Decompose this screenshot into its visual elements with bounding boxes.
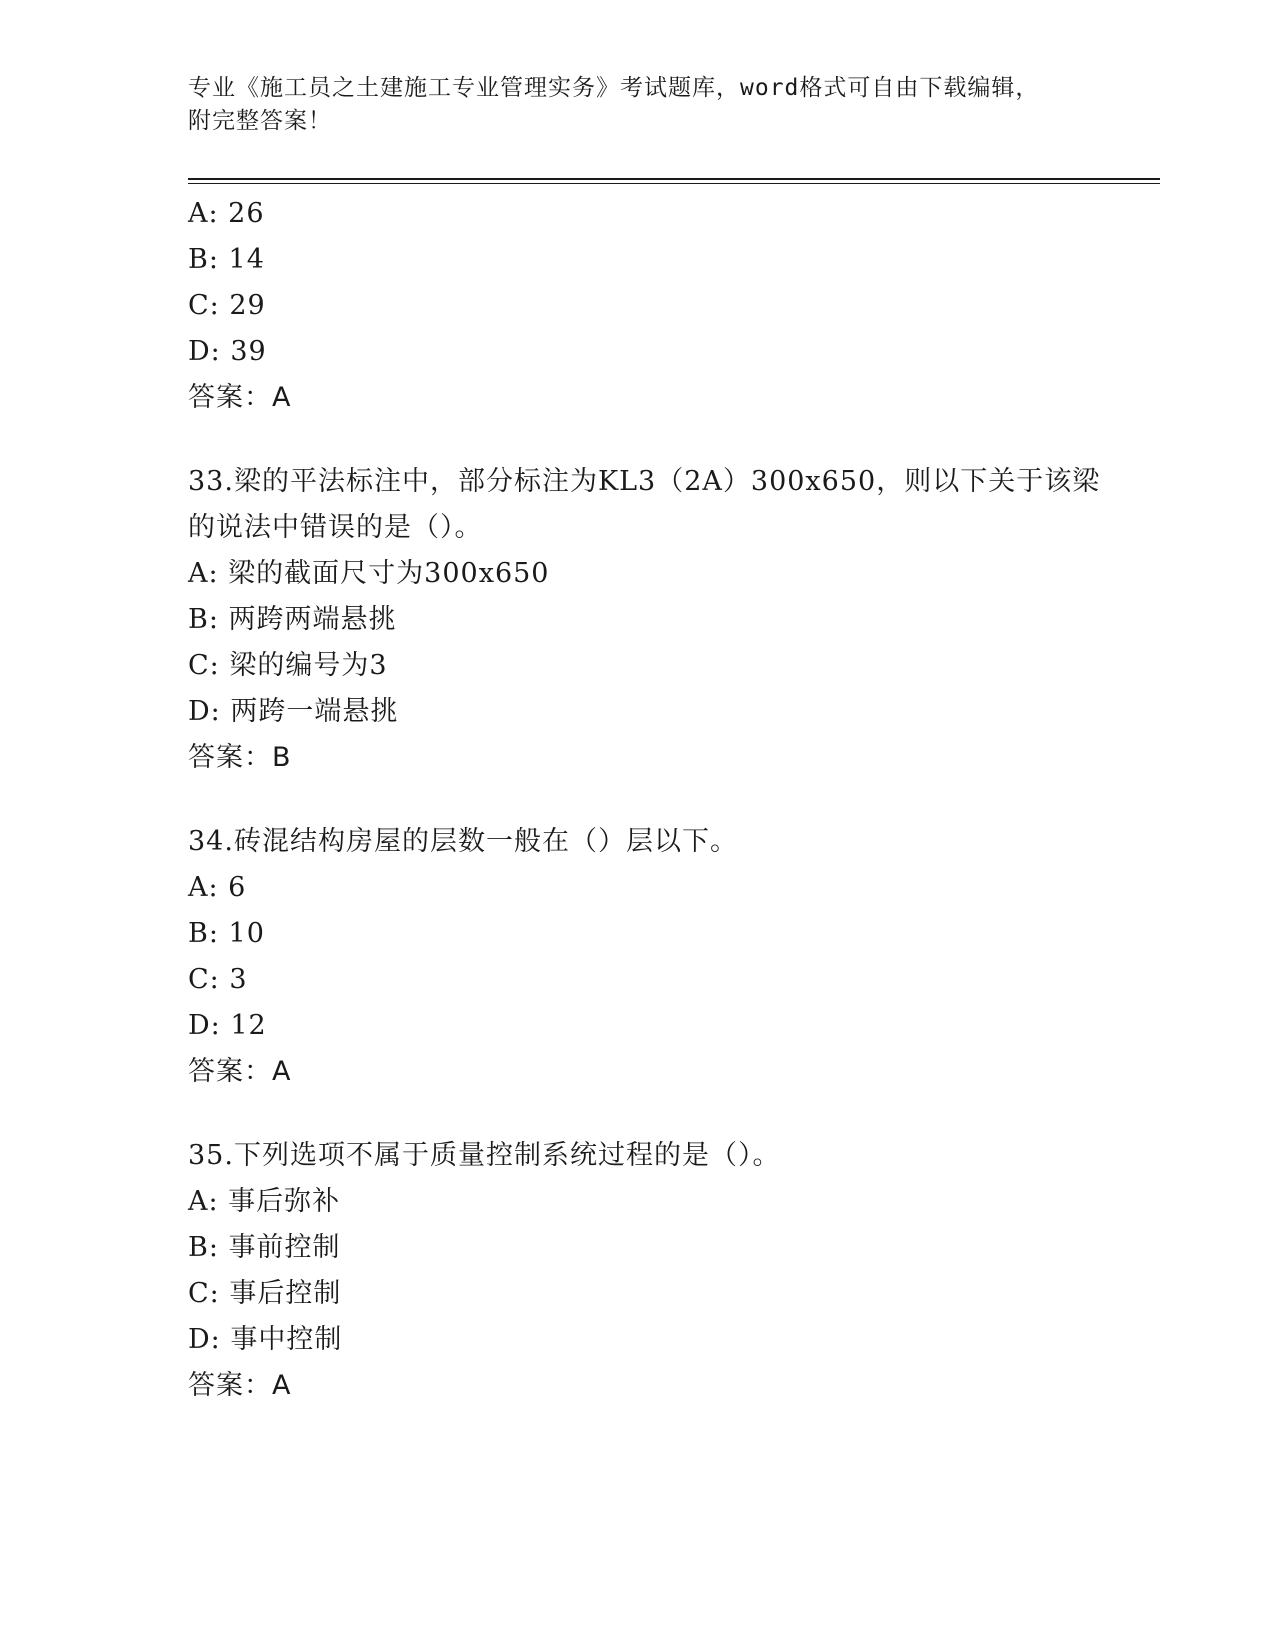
question-block [188, 191, 1168, 421]
question-stem-continued: 的说法中错误的是（）。 [188, 512, 483, 543]
answer-line: 答案：A [188, 1370, 292, 1401]
option-c: C: 29 [188, 290, 266, 321]
question-block-34 [188, 819, 1168, 1095]
answer-line: 答案：A [188, 1056, 292, 1087]
question-block-33 [188, 459, 1168, 781]
question-list [188, 191, 1168, 1409]
option-c: C: 3 [188, 964, 248, 995]
option-d: D: 12 [188, 1010, 267, 1041]
option-a: A: 26 [188, 198, 265, 229]
document-header [188, 72, 1088, 138]
question-stem: 34.砖混结构房屋的层数一般在（）层以下。 [188, 826, 738, 857]
header-divider [188, 178, 1160, 184]
option-d: D: 两跨一端悬挑 [188, 696, 399, 727]
option-c: C: 梁的编号为3 [188, 650, 388, 681]
option-b: B: 10 [188, 918, 265, 949]
answer-line: 答案：B [188, 742, 292, 773]
option-a: A: 事后弥补 [188, 1186, 341, 1217]
option-b: B: 14 [188, 244, 265, 275]
option-c: C: 事后控制 [188, 1278, 342, 1309]
option-a: A: 梁的截面尺寸为300x650 [188, 558, 550, 589]
option-d: D: 39 [188, 336, 267, 367]
question-stem: 33.梁的平法标注中，部分标注为KL3（2A）300x650，则以下关于该梁 [188, 466, 1101, 497]
answer-line: 答案：A [188, 382, 292, 413]
question-block-35 [188, 1133, 1168, 1409]
option-b: B: 事前控制 [188, 1232, 341, 1263]
option-a: A: 6 [188, 872, 247, 903]
header-line-2: 附完整答案！ [188, 108, 332, 134]
question-stem: 35.下列选项不属于质量控制系统过程的是（）。 [188, 1140, 781, 1171]
option-b: B: 两跨两端悬挑 [188, 604, 397, 635]
header-line-1: 专业《施工员之土建施工专业管理实务》考试题库，word格式可自由下载编辑， [188, 75, 1040, 101]
option-d: D: 事中控制 [188, 1324, 343, 1355]
